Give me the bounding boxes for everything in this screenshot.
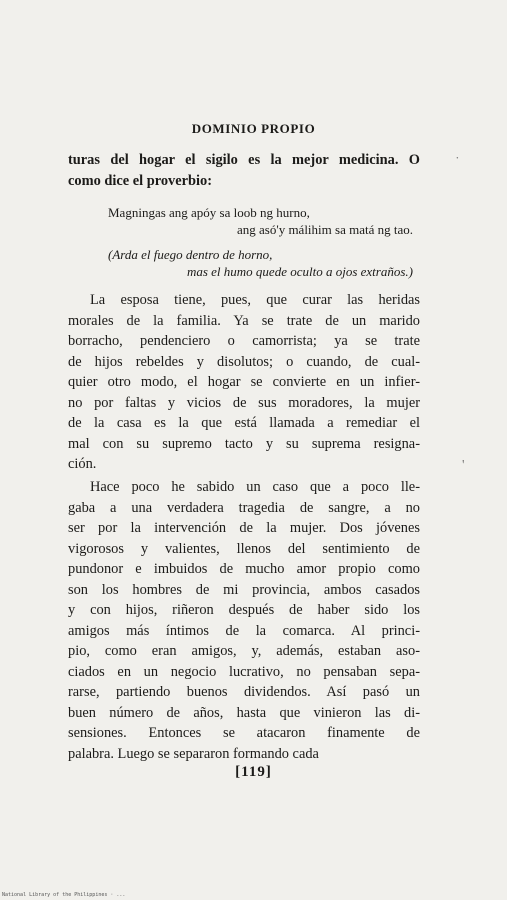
text-line: y con hijos, riñeron después de haber sido los <box>68 602 420 618</box>
text-line: de hijos rebeldes y disolutos; o cuando, de cual- <box>68 353 420 370</box>
text-line: morales de la familia. Ya se trate de un marido <box>68 312 420 329</box>
text-line: palabra. Luego se separaron formando cada <box>68 745 319 762</box>
paragraph-2 <box>68 290 420 475</box>
text-line: buen número de años, hasta que vinieron las di- <box>68 704 420 721</box>
text-line: sensiones. Entonces se atacaron finamente de <box>68 725 420 741</box>
verse-line: mas el humo quede oculto a ojos extraños.) <box>186 264 413 279</box>
margin-mark: ' <box>462 458 465 473</box>
text-line: ción. <box>68 456 97 472</box>
running-header: DOMINIO PROPIO <box>191 121 316 136</box>
text-line: Hace poco he sabido un caso que a poco lle- <box>90 479 420 495</box>
scan-footer: National Library of the Philippines · ... <box>2 892 126 898</box>
text-line: no por faltas y vicios de sus moradores, la mujer <box>68 394 420 411</box>
paragraph-3 <box>68 477 420 764</box>
verse-spanish <box>108 246 413 280</box>
text-line: pundonor e imbuidos de mucho amor propio como <box>68 561 420 577</box>
text-line: ser por la intervención de la mujer. Dos jóvenes <box>68 520 420 536</box>
text-line: mal con su supremo tacto y su suprema resigna- <box>68 435 420 452</box>
text-line: amigos más íntimos de la comarca. Al princi- <box>68 622 420 639</box>
text-line: borracho, pendenciero o camorrista; ya se trate <box>68 333 420 349</box>
text-line: quier otro modo, el hogar se convierte en un infier- <box>68 374 420 390</box>
paragraph-1 <box>68 150 420 191</box>
text-line: pio, como eran amigos, y, además, estaban aso- <box>68 643 420 659</box>
verse-line: ang asó'y málihim sa matá ng tao. <box>237 222 413 237</box>
page-number: [119] <box>235 764 272 780</box>
text-line: vigorosos y valientes, llenos del sentimiento de <box>68 540 420 557</box>
text-line: rarse, partiendo buenos dividendos. Así pasó un <box>68 684 420 700</box>
verse-tagalog <box>108 204 413 238</box>
text-line: son los hombres de mi provincia, ambos casados <box>68 581 420 598</box>
text-line: La esposa tiene, pues, que curar las heridas <box>90 292 420 308</box>
text-line: de la casa es la que está llamada a remediar el <box>68 415 420 431</box>
margin-mark: ˙ <box>455 155 460 170</box>
text-line: turas del hogar el sigilo es la mejor medicina. O <box>68 152 420 168</box>
verse-line: (Arda el fuego dentro de horno, <box>108 247 273 262</box>
text-line: gaba a una verdadera tragedia de sangre, a no <box>68 499 420 516</box>
verse-line: Magningas ang apóy sa loob ng hurno, <box>108 205 310 220</box>
text-line: como dice el proverbio: <box>68 172 213 189</box>
text-line: ciados en un negocio lucrativo, no pensaban sepa- <box>68 663 420 680</box>
